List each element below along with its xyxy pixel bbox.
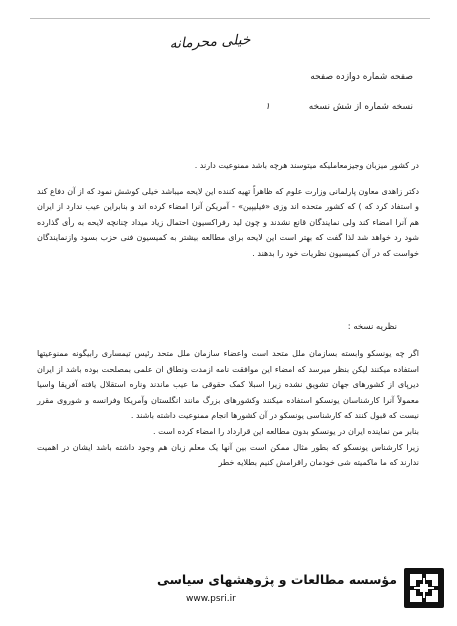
copy-number-line [53, 102, 413, 112]
copy-number-handwritten: ۱ [265, 102, 270, 112]
paragraph: دکتر زاهدی معاون پارلمانی وزارت علوم که ظاهراً تهیه کننده این لایحه میباشد خیلی کوشش نمود که از آن دفاع کند و استفاد کرد که ) که کشور متحده اند وزی «فیلیپین» - آمریکن آنرا امضاء کرده اند و بنابراین عیب ندارد از ایران هم آنرا امضاء کند ولی نمایندگان قانع نشدند و چون لید رفراکسیون احتمال زیاد میداد چنانچه لایحه به رأی گذارده شود رد خواهد شد لذا گفت که بهتر است این لایحه برای مطالعه بیشتر به کمیسیون فنی حزب بسود وازنمایندگان خواست که در آن کمیسیون نظریات خود را بدهند . [37, 186, 419, 258]
handwritten-classification: خیلی محرمانه [169, 31, 251, 53]
opinion-body [37, 346, 419, 471]
archive-footer [0, 566, 457, 614]
page-number-text: صفحه شماره دوازده صفحه [310, 72, 413, 82]
psri-logo-icon [404, 568, 444, 608]
paragraph: زیرا کارشناس یونسکو که بطور مثال ممکن است بین آنها یک معلم زبان هم وجود داشته باشد ایشان در اهمیت ندارند که ما ماکمیته شی خودمان راقرامش کنیم بطلایه خطر [37, 442, 419, 468]
organization-name: مؤسسه مطالعات و پژوهشهای سیاسی [156, 572, 397, 587]
scan-edge-top [30, 18, 430, 19]
section-heading: نظریه نسخه : [347, 322, 397, 332]
report-body [37, 158, 419, 262]
paragraph: اگر چه یونسکو وابسته بسازمان ملل متحد است واعضاء سازمان ملل متحد رئیس تیمساری رابیگونه ممنوعیتها استفاده میکنند لیکن بنظر میرسد که امضاء این موافقت نامه ازمدت ونطاق ان علمی بمصلحت بوده باشد از ایران دیرپای از کشورهای جهان تشویق نشده زیرا اسبلا کمک حقوقی ما عیب ماندند وناره استقلال یافته آفریقا واسیا معمولاً آنرا کارشناسان یونسکو استفاده میکنند وکشورهای بزرگ مانند انگلستان وآمریکا وفرانسه و شوروی مقرر نیست که قبول کنند که کارشناسی یونسکو در آن کشورها انجام ممنوعیت داشته باشند . [37, 349, 419, 421]
page-number-line [53, 72, 413, 82]
copy-number-text: نسخه شماره از شش نسخه [308, 102, 413, 112]
paragraph: در کشور میزبان وجیزمعاملیکه میتوسند هرچه باشد ممنوعیت دارند . [194, 161, 419, 170]
organization-url[interactable]: www.psri.ir [186, 594, 236, 604]
paragraph: بنابر من نماینده ایران در یونسکو بدون مطالعه این قرارداد را امضاء کرده است . [153, 426, 419, 436]
